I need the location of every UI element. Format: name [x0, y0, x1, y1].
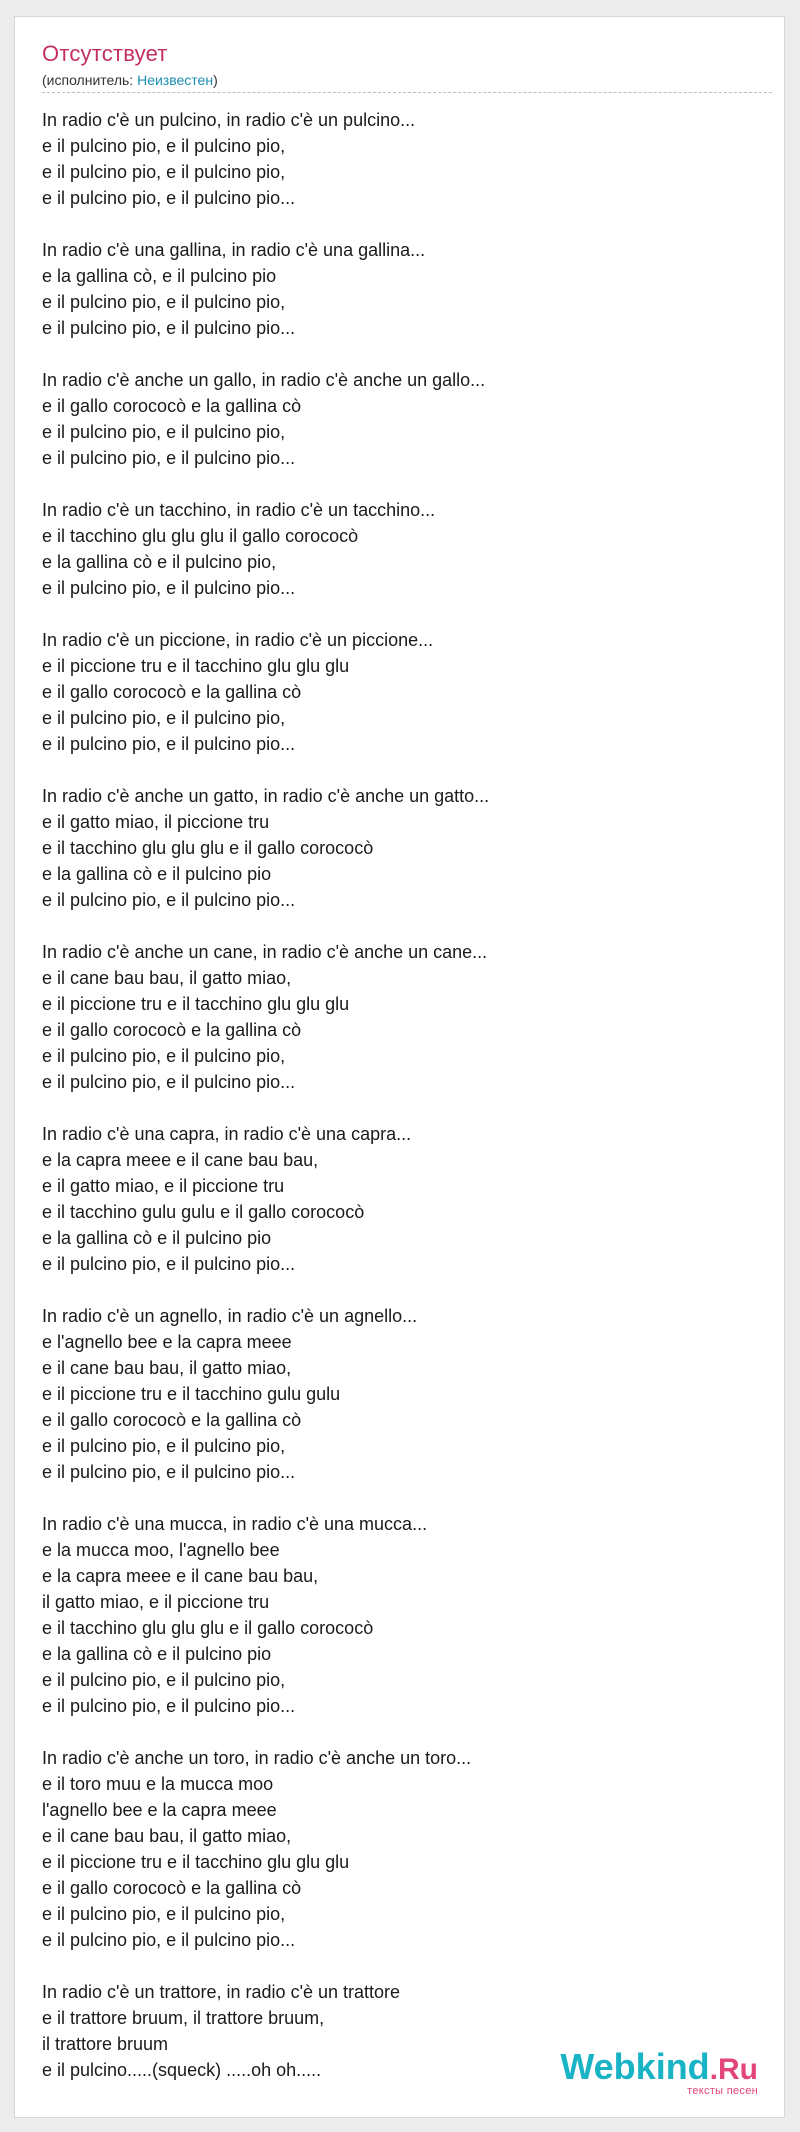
lyric-line: e il pulcino pio, e il pulcino pio, — [42, 1670, 286, 1690]
lyric-line: e il pulcino pio, e il pulcino pio... — [42, 890, 296, 910]
lyrics-stanza — [42, 497, 772, 601]
lyric-line: e il gatto miao, e il piccione tru — [42, 1176, 285, 1196]
lyric-line: e il piccione tru e il tacchino glu glu glu — [42, 656, 350, 676]
lyric-line: e il pulcino pio, e il pulcino pio, — [42, 422, 286, 442]
lyric-line: e il piccione tru e il tacchino glu glu glu — [42, 994, 350, 1014]
lyric-line: e il pulcino pio, e il pulcino pio... — [42, 448, 296, 468]
lyric-line: e il pulcino pio, e il pulcino pio... — [42, 578, 296, 598]
lyric-line: e la capra meee e il cane bau bau, — [42, 1150, 319, 1170]
lyric-line: e il pulcino pio, e il pulcino pio, — [42, 136, 286, 156]
lyric-line: e il pulcino pio, e il pulcino pio... — [42, 1254, 296, 1274]
lyric-line: In radio c'è anche un gallo, in radio c'è anche un gallo... — [42, 370, 486, 390]
lyric-line: e il pulcino pio, e il pulcino pio, — [42, 1904, 286, 1924]
lyric-line: e il cane bau bau, il gatto miao, — [42, 1826, 292, 1846]
lyric-line: e il pulcino pio, e il pulcino pio... — [42, 318, 296, 338]
artist-line — [42, 72, 218, 88]
logo-wordmark — [560, 2046, 758, 2088]
lyric-line: e il cane bau bau, il gatto miao, — [42, 1358, 292, 1378]
lyric-line: e il tacchino glu glu glu e il gallo corococò — [42, 838, 374, 858]
lyrics-stanza — [42, 783, 772, 913]
artist-suffix: ) — [213, 72, 218, 88]
lyric-line: e il pulcino pio, e il pulcino pio... — [42, 1072, 296, 1092]
logo-tld: .Ru — [709, 2053, 758, 2086]
lyrics-stanza — [42, 1511, 772, 1719]
lyric-line: In radio c'è una capra, in radio c'è una capra... — [42, 1124, 412, 1144]
lyric-line: In radio c'è un tacchino, in radio c'è un tacchino... — [42, 500, 436, 520]
lyrics-stanza — [42, 627, 772, 757]
lyric-line: e il pulcino pio, e il pulcino pio... — [42, 734, 296, 754]
lyric-line: In radio c'è una mucca, in radio c'è una mucca... — [42, 1514, 428, 1534]
lyric-line: e la gallina cò e il pulcino pio — [42, 864, 272, 884]
lyric-line: e il piccione tru e il tacchino gulu gulu — [42, 1384, 341, 1404]
lyrics-stanza — [42, 1303, 772, 1485]
lyric-line: e il cane bau bau, il gatto miao, — [42, 968, 292, 988]
lyric-line: e la gallina cò e il pulcino pio, — [42, 552, 277, 572]
lyric-line: In radio c'è un trattore, in radio c'è un trattore — [42, 1982, 401, 2002]
lyric-line: e il tacchino glu glu glu il gallo corococò — [42, 526, 359, 546]
lyrics-body — [42, 107, 772, 2109]
lyrics-stanza — [42, 1745, 772, 1953]
lyric-line: e il pulcino pio, e il pulcino pio... — [42, 188, 296, 208]
lyric-line: e il tacchino gulu gulu e il gallo corococò — [42, 1202, 365, 1222]
lyrics-stanza — [42, 107, 772, 211]
lyric-line: e la gallina cò e il pulcino pio — [42, 1644, 272, 1664]
lyric-line: e il pulcino pio, e il pulcino pio... — [42, 1462, 296, 1482]
lyric-line: e il pulcino pio, e il pulcino pio, — [42, 292, 286, 312]
artist-prefix: (исполнитель: — [42, 72, 138, 88]
lyric-line: e il pulcino.....(squeck) .....oh oh..... — [42, 2060, 322, 2080]
logo-tagline: тексты песен — [687, 2085, 758, 2097]
lyrics-card — [14, 16, 785, 2118]
lyric-line: il gatto miao, e il piccione tru — [42, 1592, 270, 1612]
lyric-line: e il gallo corococò e la gallina cò — [42, 1410, 302, 1430]
lyrics-stanza — [42, 367, 772, 471]
title-divider — [42, 92, 772, 93]
lyric-line: l'agnello bee e la capra meee — [42, 1800, 277, 1820]
song-title: Отсутствует — [42, 41, 168, 66]
artist-link[interactable]: Неизвестен — [137, 72, 214, 88]
lyric-line: e il pulcino pio, e il pulcino pio... — [42, 1696, 296, 1716]
lyric-line: e il pulcino pio, e il pulcino pio, — [42, 1046, 286, 1066]
lyric-line: e il tacchino glu glu glu e il gallo corococò — [42, 1618, 374, 1638]
lyric-line: e la capra meee e il cane bau bau, — [42, 1566, 319, 1586]
lyric-line: In radio c'è anche un cane, in radio c'è anche un cane... — [42, 942, 488, 962]
lyric-line: e la gallina cò, e il pulcino pio — [42, 266, 277, 286]
lyric-line: e la gallina cò e il pulcino pio — [42, 1228, 272, 1248]
lyric-line: e il piccione tru e il tacchino glu glu glu — [42, 1852, 350, 1872]
lyric-line: e il gallo corococò e la gallina cò — [42, 1020, 302, 1040]
lyric-line: In radio c'è un pulcino, in radio c'è un pulcino... — [42, 110, 416, 130]
lyric-line: e il gallo corococò e la gallina cò — [42, 396, 302, 416]
lyric-line: e il pulcino pio, e il pulcino pio... — [42, 1930, 296, 1950]
lyric-line: il trattore bruum — [42, 2034, 169, 2054]
lyric-line: In radio c'è una gallina, in radio c'è una gallina... — [42, 240, 426, 260]
lyric-line: e il pulcino pio, e il pulcino pio, — [42, 1436, 286, 1456]
lyric-line: e il pulcino pio, e il pulcino pio, — [42, 162, 286, 182]
lyrics-stanza — [42, 1121, 772, 1277]
lyric-line: In radio c'è un piccione, in radio c'è un piccione... — [42, 630, 434, 650]
lyric-line: e il trattore bruum, il trattore bruum, — [42, 2008, 325, 2028]
lyric-line: e l'agnello bee e la capra meee — [42, 1332, 292, 1352]
lyric-line: e il gallo corococò e la gallina cò — [42, 682, 302, 702]
lyrics-stanza — [42, 939, 772, 1095]
lyric-line: e la mucca moo, l'agnello bee — [42, 1540, 280, 1560]
lyric-line: In radio c'è anche un gatto, in radio c'è anche un gatto... — [42, 786, 490, 806]
lyrics-stanza — [42, 237, 772, 341]
lyric-line: In radio c'è anche un toro, in radio c'è anche un toro... — [42, 1748, 472, 1768]
logo-word: Webkind — [560, 2046, 710, 2087]
lyric-line: e il pulcino pio, e il pulcino pio, — [42, 708, 286, 728]
lyric-line: In radio c'è un agnello, in radio c'è un agnello... — [42, 1306, 418, 1326]
lyric-line: e il gatto miao, il piccione tru — [42, 812, 270, 832]
site-logo[interactable] — [560, 2046, 758, 2097]
lyric-line: e il toro muu e la mucca moo — [42, 1774, 274, 1794]
lyric-line: e il gallo corococò e la gallina cò — [42, 1878, 302, 1898]
